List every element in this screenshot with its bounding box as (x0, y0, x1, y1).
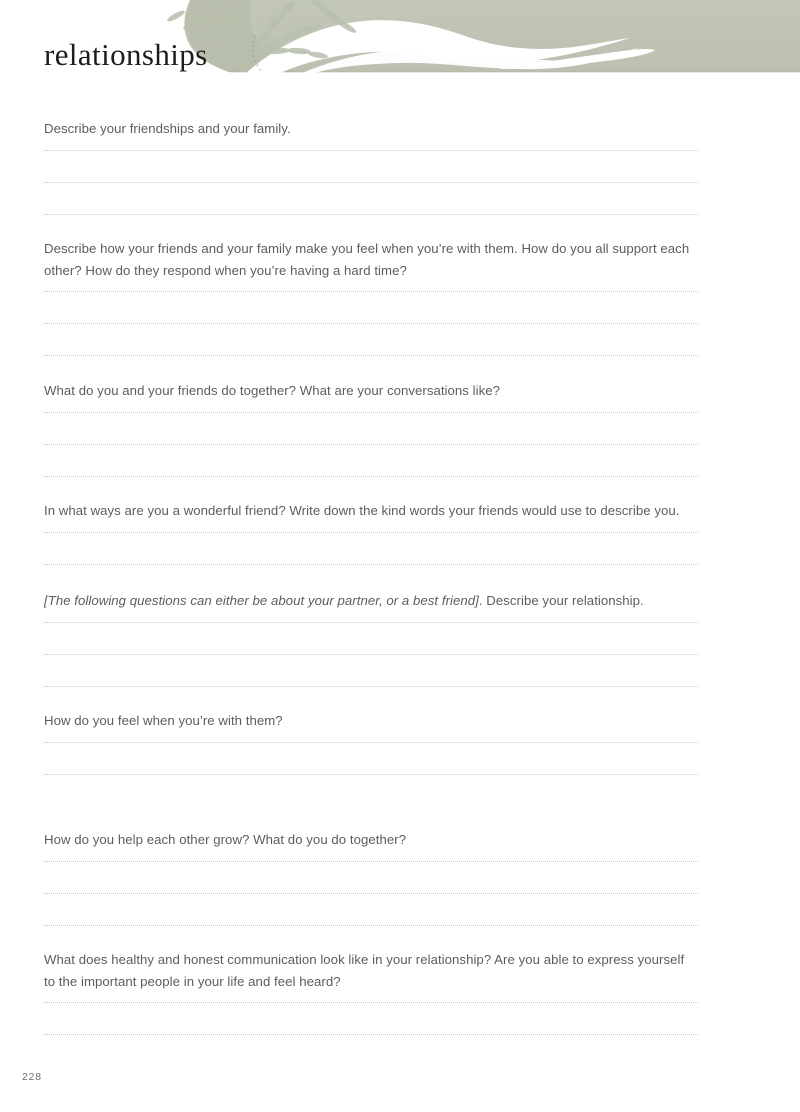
writing-lines[interactable] (44, 622, 698, 687)
writing-line[interactable] (44, 182, 698, 183)
prompt-question: In what ways are you a wonderful friend? Write down the kind words your friends would use to describe you. (44, 503, 680, 518)
writing-line[interactable] (44, 412, 698, 413)
writing-line[interactable] (44, 893, 698, 894)
writing-line[interactable] (44, 291, 698, 292)
prompt-question-text: . Describe your relationship. (478, 593, 644, 608)
writing-line[interactable] (44, 476, 698, 477)
writing-lines[interactable] (44, 742, 698, 775)
prompt-block-wonderful-friend (44, 500, 698, 565)
writing-lines[interactable] (44, 150, 698, 215)
writing-line[interactable] (44, 323, 698, 324)
writing-lines[interactable] (44, 532, 698, 565)
writing-line[interactable] (44, 686, 698, 687)
prompt-block-how-friends-family-make-you-feel (44, 238, 698, 356)
prompt-question: How do you feel when you’re with them? (44, 713, 283, 728)
prompt-block-describe-your-relationship (44, 590, 698, 687)
writing-line[interactable] (44, 622, 698, 623)
writing-line[interactable] (44, 861, 698, 862)
prompt-question (44, 590, 698, 612)
writing-lines[interactable] (44, 291, 698, 356)
prompt-block-what-do-you-do-together (44, 380, 698, 477)
writing-line[interactable] (44, 355, 698, 356)
writing-line[interactable] (44, 214, 698, 215)
writing-lines[interactable] (44, 861, 698, 926)
prompt-block-help-each-other-grow (44, 829, 698, 926)
writing-line[interactable] (44, 532, 698, 533)
writing-line[interactable] (44, 444, 698, 445)
writing-line[interactable] (44, 742, 698, 743)
prompt-block-friendships-family (44, 118, 698, 215)
prompt-block-how-do-you-feel-with-them (44, 710, 698, 775)
writing-line[interactable] (44, 774, 698, 775)
prompt-question: What does healthy and honest communication look like in your relationship? Are you able to express yourself to the important people in your life and feel heard? (44, 952, 685, 989)
page-title: relationships (44, 37, 208, 72)
writing-line[interactable] (44, 925, 698, 926)
page-header-banner (0, 0, 800, 74)
writing-line[interactable] (44, 654, 698, 655)
writing-lines[interactable] (44, 1002, 698, 1035)
prompt-block-healthy-honest-communication (44, 949, 698, 1035)
prompt-question: Describe your friendships and your family. (44, 121, 291, 136)
writing-line[interactable] (44, 150, 698, 151)
prompt-question: What do you and your friends do together? What are your conversations like? (44, 383, 501, 398)
prompt-question: Describe how your friends and your family make you feel when you’re with them. How do you all support each other? How do they respond when you’re having a hard time? (44, 241, 690, 278)
page-number: 228 (22, 1071, 42, 1083)
prompt-question-italic-prefix: [The following questions can either be about your partner, or a best friend] (44, 593, 479, 608)
prompt-question: How do you help each other grow? What do you do together? (44, 832, 407, 847)
writing-lines[interactable] (44, 412, 698, 477)
writing-line[interactable] (44, 1034, 698, 1035)
writing-line[interactable] (44, 1002, 698, 1003)
writing-line[interactable] (44, 564, 698, 565)
